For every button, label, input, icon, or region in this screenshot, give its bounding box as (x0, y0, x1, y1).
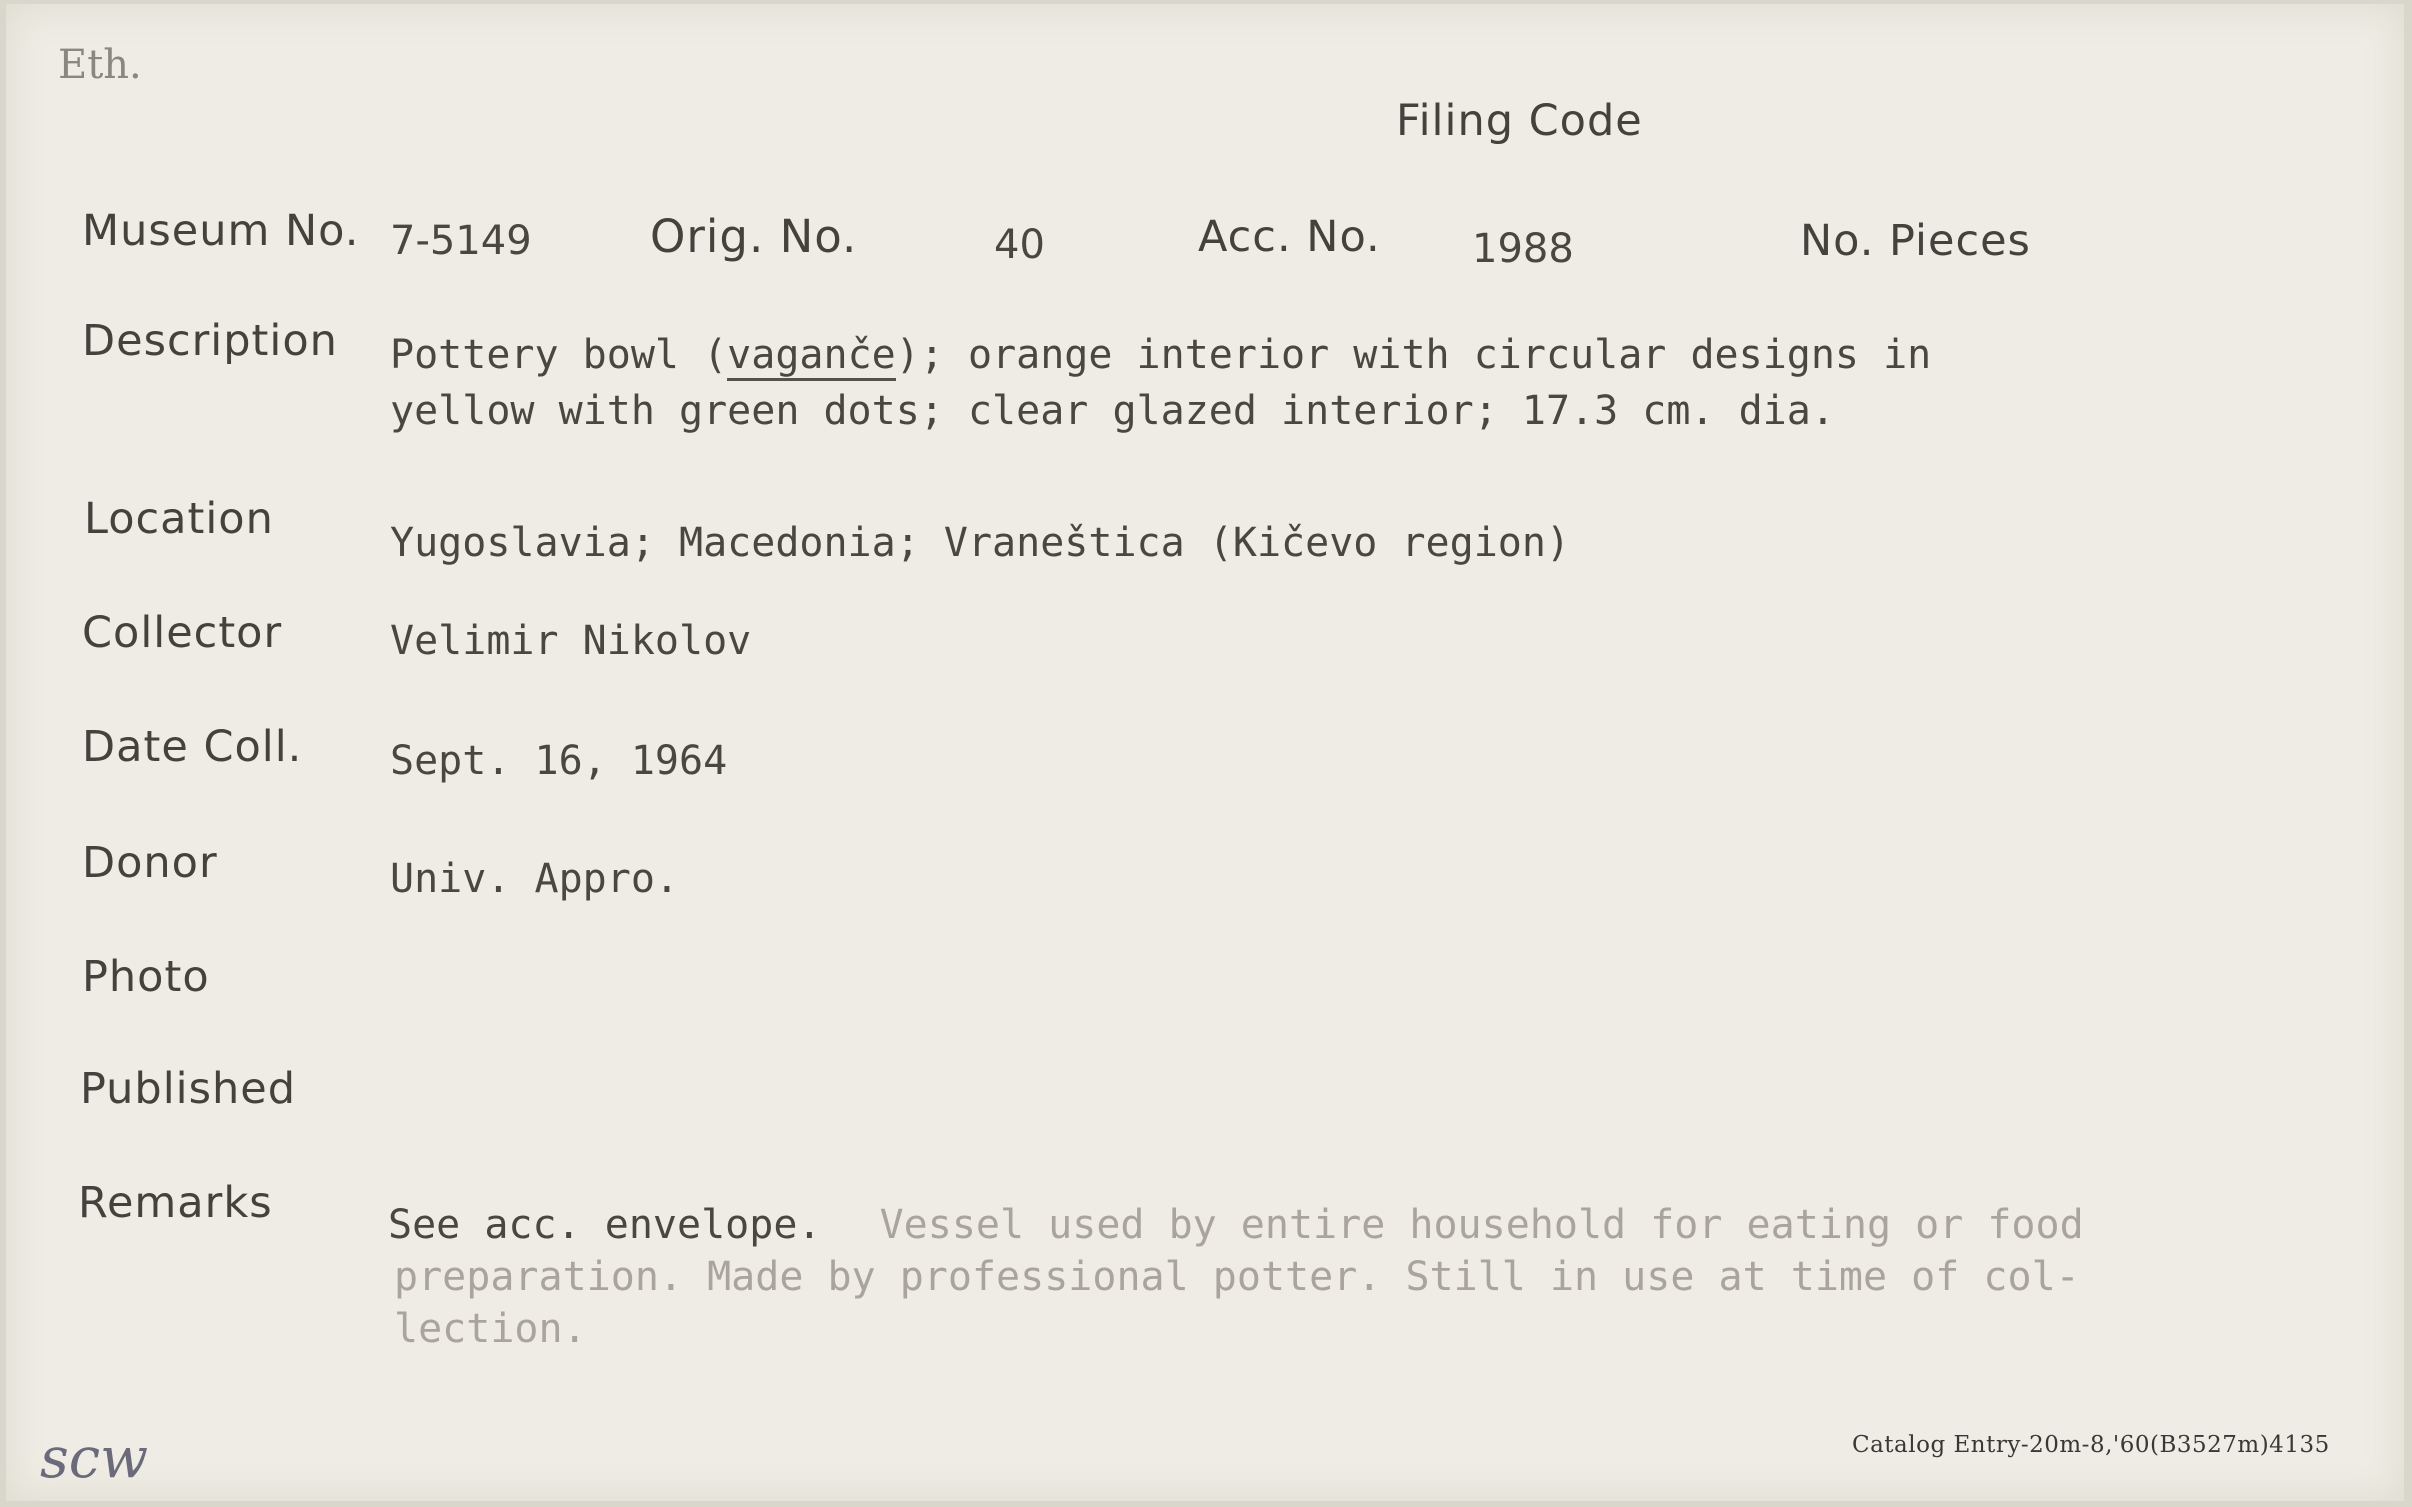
date-coll-label: Date Coll. (82, 722, 303, 772)
collector-label: Collector (82, 608, 283, 658)
filing-code-label: Filing Code (1396, 96, 1643, 146)
museum-no-value: 7-5149 (390, 218, 532, 264)
handwritten-initials: scw (40, 1426, 149, 1491)
description-line-2: yellow with green dots; clear glazed interior; 17.3 cm. dia. (390, 388, 1835, 434)
orig-no-label: Orig. No. (650, 210, 858, 263)
remarks-line-1-faint: Vessel used by entire household for eating or food (879, 1202, 2084, 1248)
collector-value: Velimir Nikolov (390, 618, 752, 664)
remarks-label: Remarks (78, 1178, 273, 1228)
remarks-line-1-dark: See acc. envelope. (388, 1202, 822, 1248)
location-value: Yugoslavia; Macedonia; Vraneštica (Kičevo region) (390, 520, 1571, 566)
no-pieces-label: No. Pieces (1800, 216, 2031, 266)
date-coll-value: Sept. 16, 1964 (390, 738, 728, 784)
remarks-line-2: preparation. Made by professional potter. Still in use at time of col- (394, 1254, 2080, 1300)
location-label: Location (84, 494, 274, 544)
published-label: Published (80, 1064, 297, 1114)
description-label: Description (82, 316, 338, 366)
orig-no-value: 40 (994, 222, 1045, 268)
description-line-1-end: ); orange interior with circular designs in (895, 332, 1932, 378)
description-term: vagančе (727, 332, 896, 381)
remarks-line-1 (388, 1202, 2084, 1248)
catalog-card (6, 4, 2404, 1501)
donor-label: Donor (82, 838, 218, 888)
photo-label: Photo (82, 952, 210, 1002)
museum-no-label: Museum No. (82, 206, 360, 256)
acc-no-value: 1988 (1472, 226, 1574, 272)
corner-label: Eth. (58, 42, 142, 88)
remarks-line-3: lection. (394, 1306, 587, 1352)
footer-print-line: Catalog Entry-20m-8,'60(B3527m)4135 (1852, 1432, 2330, 1458)
donor-value: Univ. Appro. (390, 856, 679, 902)
acc-no-label: Acc. No. (1198, 212, 1381, 262)
description-line-1 (390, 332, 1931, 378)
description-line-1-start: Pottery bowl ( (390, 332, 728, 378)
